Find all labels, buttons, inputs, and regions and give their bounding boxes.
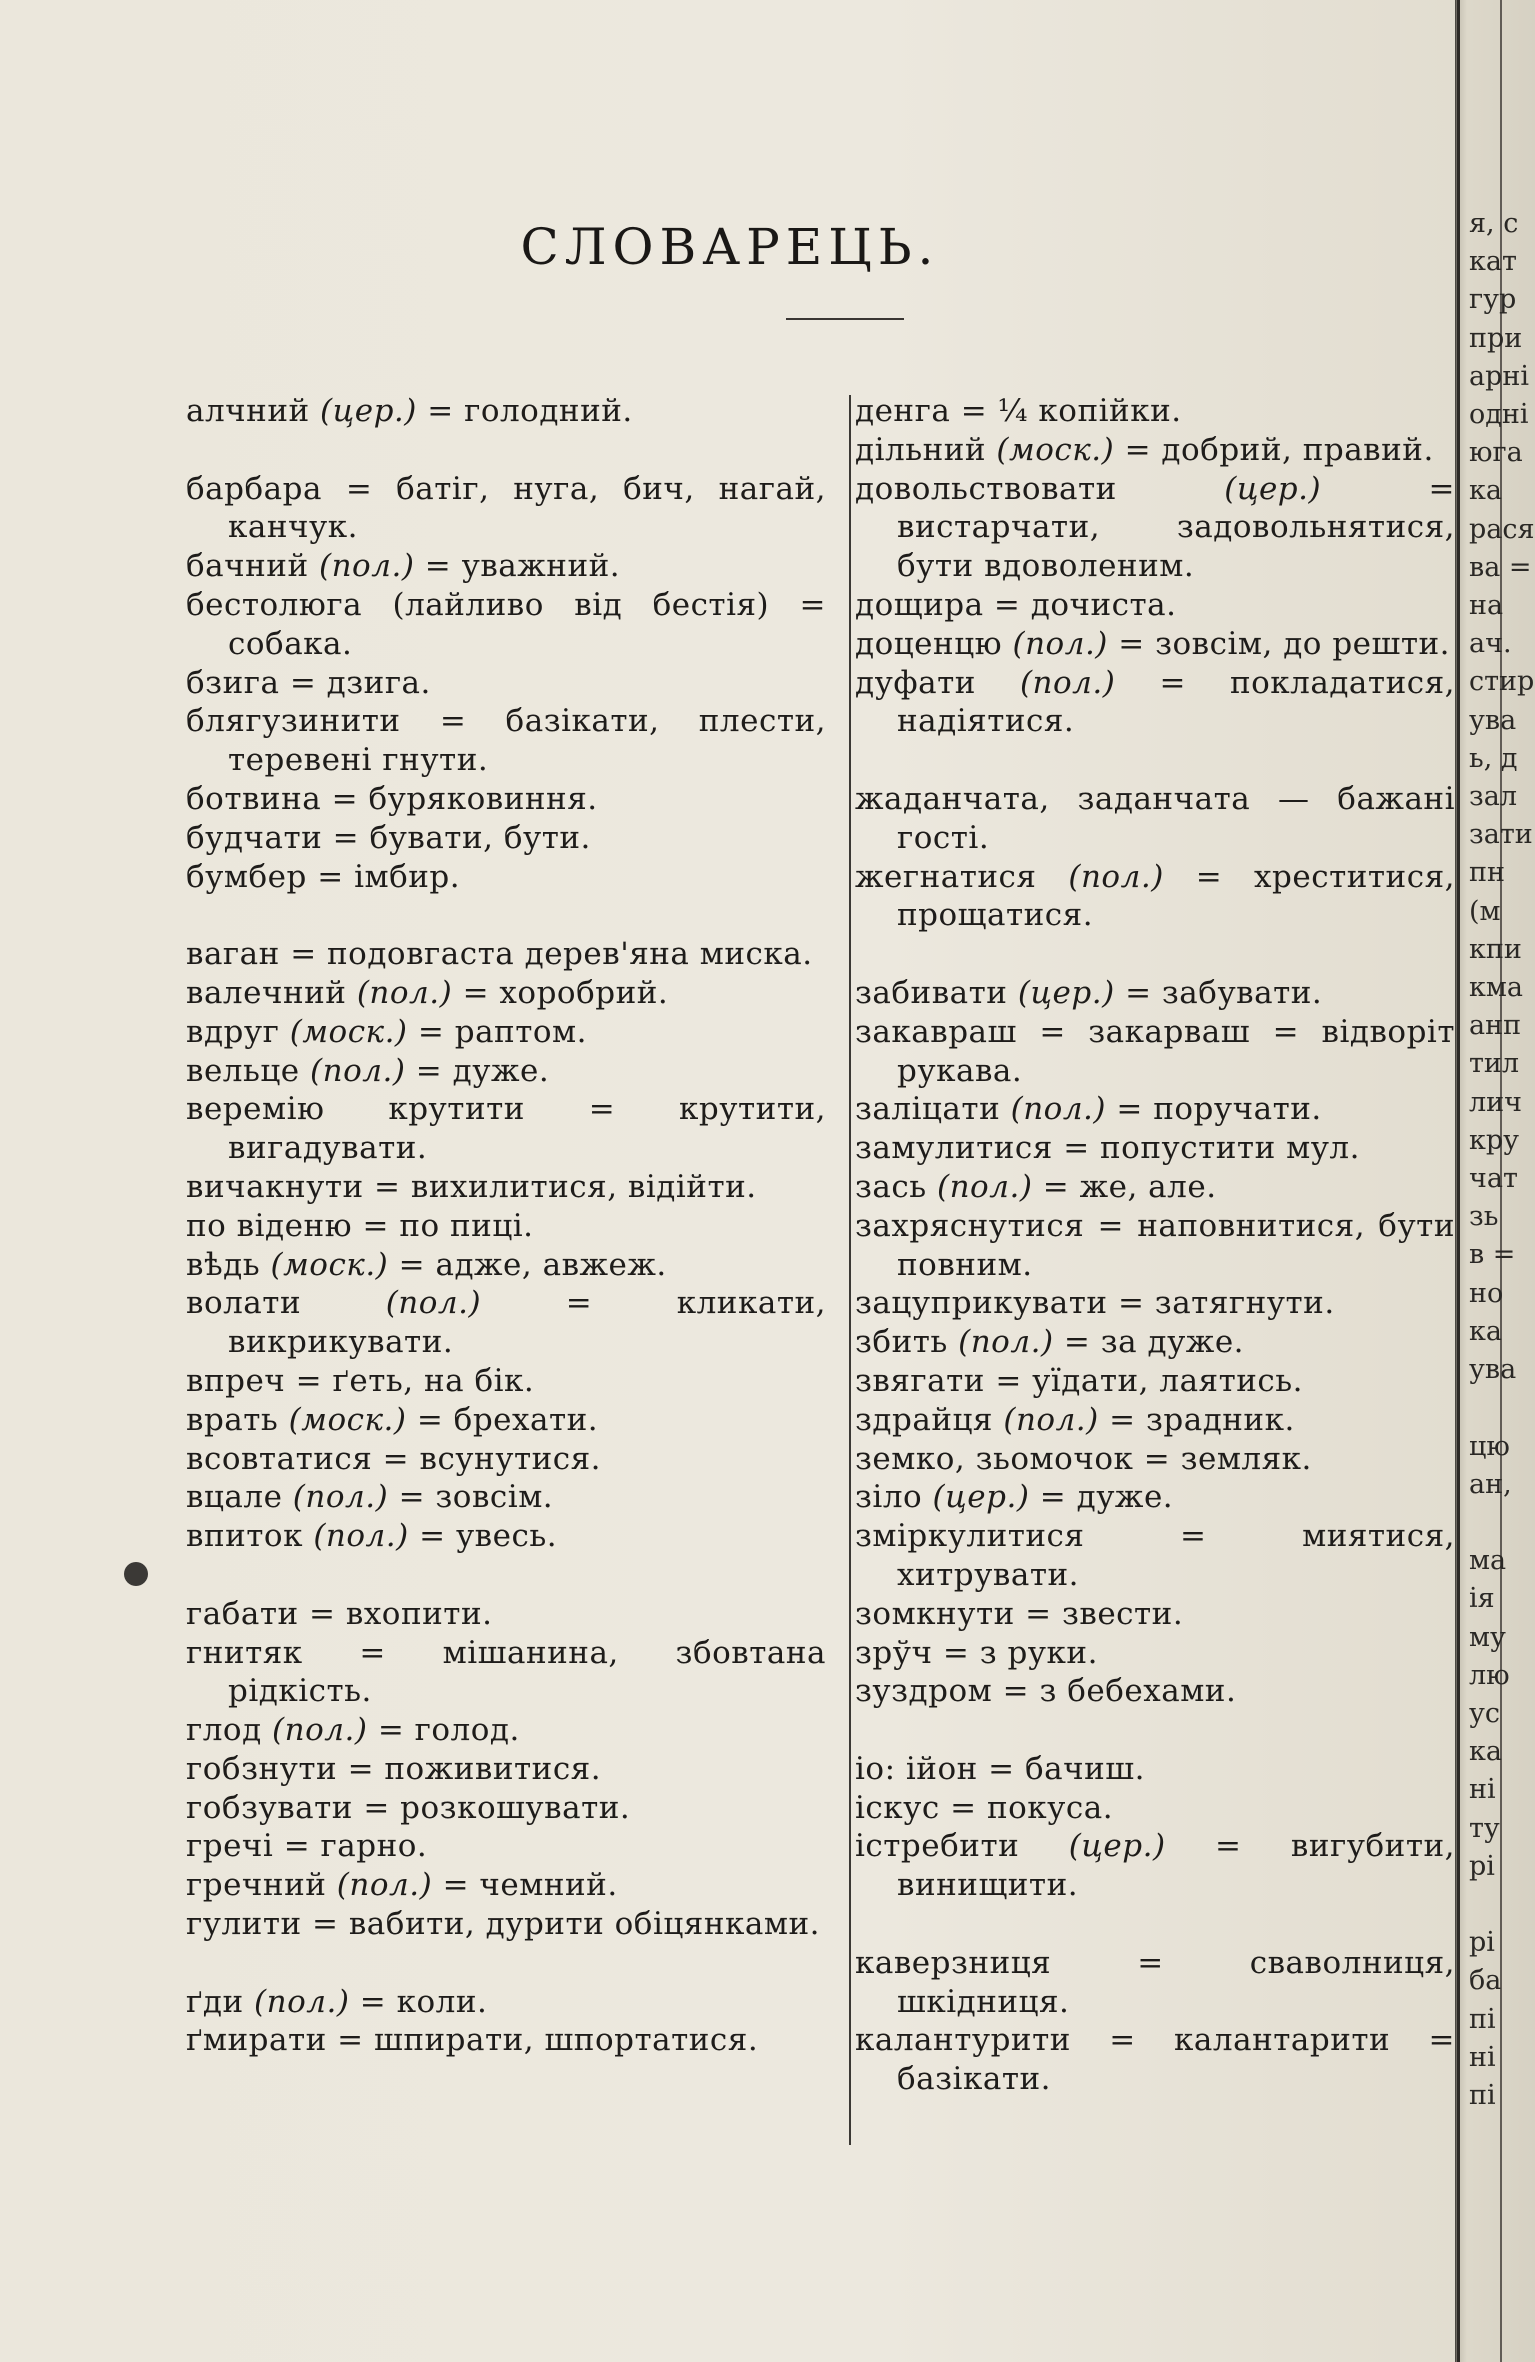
entry-abbreviation: (пол.) [254,1983,350,2020]
dictionary-entry [186,1750,826,1789]
entry-definition: = з бебехами. [1002,1673,1237,1710]
entry-word: блягузинити [186,703,401,740]
entry-definition: = голод. [377,1712,520,1749]
entry-word: іскус [855,1789,940,1826]
entry-definition: = закарваш = відворіт рукава. [897,1013,1455,1089]
dictionary-entry [186,1478,826,1517]
entry-definition: = за дуже. [1063,1324,1245,1361]
entry-definition: = з руки. [942,1634,1098,1671]
page-title: СЛОВАРЕЦЬ. [520,218,940,276]
dictionary-entry [855,470,1455,586]
adjacent-page-text: я, с кат гур при арні одні юга ка рася ва = на ач. стир ува ь, д зал зати пн (м кпи кма анп тил лич кру чат зь в = но ка ува цю ан, ма ія му лю ус ка ні ту рі рі ба пі ні пі [1469,208,1535,2111]
dictionary-entry [855,625,1455,664]
entry-word: бумбер [186,858,307,895]
entry-definition: = земляк. [1143,1440,1312,1477]
entry-word: бестолюга [186,586,363,623]
entry-abbreviation: (пол.) [310,1052,406,1089]
entry-definition: = хоробрий. [462,974,669,1011]
entry-word: вцале [186,1479,283,1516]
dictionary-entry [855,664,1455,742]
entry-definition: = же, але. [1042,1168,1217,1205]
dictionary-entry [186,1013,826,1052]
entry-definition: = наповнитися, бути повним. [897,1207,1455,1283]
entry-word: заліцати [855,1091,1001,1128]
entry-word: здрайця [855,1401,993,1438]
entry-definition: = дзига. [289,664,431,701]
entry-abbreviation: (пол.) [356,974,453,1011]
dictionary-entry [186,470,826,548]
entry-abbreviation: (моск.) [270,1246,389,1283]
entry-word: валечний [186,974,347,1011]
entry-word: дуфати [855,664,976,701]
entry-definition: = бувати, бути. [332,819,591,856]
title-rule [786,318,904,320]
entry-definition: = попустити мул. [1063,1130,1360,1167]
entry-definition: = дуже. [1039,1479,1174,1516]
dictionary-entry [855,1789,1455,1828]
entry-abbreviation: (пол.) [958,1324,1054,1361]
entry-word: ваган [186,936,280,973]
entry-definition: = коли. [359,1983,488,2020]
dictionary-entry [186,1827,826,1866]
entry-word: зась [855,1168,927,1205]
entry-definition: = звести. [1025,1595,1184,1632]
entry-word: ботвина [186,780,322,817]
dictionary-entry [855,431,1455,470]
entry-abbreviation: (пол.) [1019,664,1116,701]
entry-definition: = голодний. [427,393,633,429]
entry-definition: = затягнути. [1117,1285,1335,1322]
entry-word: земко, зьомочок [855,1440,1134,1477]
column-divider [849,395,851,2145]
entry-word: зіло [855,1479,923,1516]
entry-word: дільний [855,431,987,468]
entry-definition: = брехати. [416,1401,599,1438]
dictionary-entry [855,1284,1455,1323]
entry-definition: = всунутися. [382,1440,602,1477]
entry-abbreviation: (пол.) [313,1518,409,1555]
entry-definition: = вигубити, винищити. [897,1828,1455,1904]
entry-word: веремію крутити [186,1091,525,1128]
entry-word: забивати [855,974,1008,1011]
entry-definition: = калантарити = базікати. [897,2022,1455,2098]
entry-definition: = зовсім. [398,1479,554,1516]
dictionary-entry [186,1052,826,1091]
dictionary-entry [186,1905,826,1944]
dictionary-entry [855,1944,1455,2022]
dictionary-entry [186,2021,826,2060]
entry-word: гнитяк [186,1634,303,1671]
entry-word: жаданчата, заданчата [855,780,1251,817]
entry-abbreviation: (цер.) [320,393,417,429]
dictionary-entry [186,664,826,703]
entry-definition: = раптом. [417,1013,587,1050]
entry-word: будчати [186,819,323,856]
entry-definition: = мішанина, збовтана рідкість. [228,1634,826,1710]
entry-word: бзига [186,664,280,701]
entry-abbreviation: (моск.) [289,1013,408,1050]
entry-definition: = ¼ копійки. [960,393,1182,429]
entry-abbreviation: (цер.) [932,1479,1030,1516]
dictionary-entry [855,858,1455,936]
entry-abbreviation: (пол.) [1012,625,1108,662]
entry-word: жегнатися [855,858,1037,895]
entry-word: гобзувати [186,1789,353,1826]
dictionary-entry [186,1246,826,1285]
dictionary-entry [855,586,1455,625]
entry-definition: = увесь. [419,1518,558,1555]
dictionary-entry [186,586,826,664]
entry-gap [186,1944,826,1983]
entry-word: захряснутися [855,1207,1085,1244]
dictionary-entry [186,1711,826,1750]
entry-definition: = забувати. [1125,974,1323,1011]
entry-word: замулитися [855,1130,1053,1167]
binding-line [1457,0,1460,2362]
entry-abbreviation: (пол.) [272,1712,368,1749]
entry-definition: — бажані гості. [897,780,1455,856]
dictionary-entry [855,392,1455,431]
entry-definition: = базікати, плести, теревені гнути. [228,703,826,779]
entry-definition: = гарно. [283,1828,428,1865]
entry-word: по віденю [186,1207,353,1244]
entry-word: гречі [186,1828,274,1865]
entry-word: зацуприкувати [855,1285,1108,1322]
entry-word: волати [186,1285,302,1322]
entry-definition: = розкошувати. [363,1789,631,1826]
entry-word: зміркулитися [855,1518,1085,1555]
dictionary-entry [186,1362,826,1401]
entry-word: всовтатися [186,1440,373,1477]
entry-definition: = ґеть, на бік. [295,1362,535,1399]
entry-definition: = зрадник. [1109,1401,1295,1438]
entry-word: гречний [186,1867,327,1904]
entry-gap [855,1905,1455,1944]
entry-definition: = поживитися. [347,1750,602,1787]
entry-abbreviation: (пол.) [1010,1091,1107,1128]
entry-gap [186,896,826,935]
entry-definition: = кликати, викрикувати. [228,1285,826,1361]
dictionary-entry [186,780,826,819]
dictionary-entry [855,1401,1455,1440]
dictionary-entry [855,1013,1455,1091]
entry-definition: = сваволниця, шкідниця. [897,1944,1455,2020]
entry-word: доценцю [855,625,1003,662]
entry-definition: (лайливо від бестія) = собака. [228,586,826,662]
entry-definition: = миятися, хитрувати. [897,1518,1455,1593]
entry-definition: = батіг, нуга, бич, нагай, канчук. [228,470,826,546]
dictionary-entry [186,1090,826,1168]
dictionary-entry [855,1827,1455,1905]
entry-word: зрўч [855,1634,933,1671]
dictionary-entry [855,1207,1455,1285]
entry-word: довольствовати [855,470,1117,507]
dictionary-entry [186,1207,826,1246]
entry-word: алчний [186,393,310,429]
dictionary-entry [186,392,826,431]
entry-word: денга [855,393,951,429]
entry-definition: = дочиста. [993,586,1177,623]
entry-word: зомкнути [855,1595,1015,1632]
entry-abbreviation: (пол.) [937,1168,1033,1205]
dictionary-entry [186,1983,826,2022]
entry-definition: = вихилитися, відійти. [374,1168,757,1205]
dictionary-entry [186,974,826,1013]
entry-definition: = поручати. [1116,1091,1322,1128]
entry-word: зуздром [855,1673,993,1710]
entry-definition: = вистарчати, задовольнятися, бути вдоволеним. [897,470,1455,585]
dictionary-entry [186,1789,826,1828]
entry-word: вѣдь [186,1246,261,1283]
entry-word: впреч [186,1362,286,1399]
dictionary-entry [855,1129,1455,1168]
entry-word: збить [855,1324,948,1361]
left-column [186,392,826,2060]
dictionary-entry [855,1478,1455,1517]
dictionary-entry [855,1517,1455,1595]
entry-word: ґмирати [186,2022,327,2059]
entry-abbreviation: (моск.) [288,1401,407,1438]
adjacent-page-edge [1455,0,1535,2362]
entry-definition: = зовсім, до решти. [1118,625,1450,662]
dictionary-entry [186,1401,826,1440]
dictionary-entry [855,974,1455,1013]
entry-definition: = добрий, правий. [1124,431,1434,468]
dictionary-entry [855,1323,1455,1362]
dictionary-entry [186,819,826,858]
dictionary-entry [186,858,826,897]
entry-abbreviation: (пол.) [336,1867,433,1904]
entry-word: барбара [186,470,322,507]
entry-definition: = вабити, дурити обіцянками. [312,1906,821,1943]
entry-word: калантурити [855,2022,1071,2059]
entry-abbreviation: (цер.) [1068,1828,1166,1865]
entry-gap [855,741,1455,780]
entry-word: вдруг [186,1013,280,1050]
ink-blot [124,1562,148,1586]
dictionary-entry [855,1672,1455,1711]
dictionary-entry [855,2021,1455,2099]
entry-word: істребити [855,1828,1020,1865]
dictionary-entry [186,547,826,586]
dictionary-entry [186,702,826,780]
entry-definition: = буряковиння. [331,780,598,817]
entry-word: іо: ійон [855,1750,978,1787]
dictionary-entry [186,1634,826,1712]
dictionary-entry [186,935,826,974]
dictionary-entry [855,1750,1455,1789]
entry-definition: = уважний. [424,548,621,585]
entry-abbreviation: (цер.) [1017,974,1115,1011]
entry-definition: = крутити, вигадувати. [228,1091,826,1167]
entry-gap [855,1711,1455,1750]
entry-word: ґди [186,1983,244,2020]
entry-gap [855,935,1455,974]
entry-definition: = хреститися, прощатися. [897,858,1455,934]
entry-definition: = покуса. [950,1789,1114,1826]
entry-word: дощира [855,586,984,623]
entry-definition: = вхопити. [309,1595,493,1632]
entry-word: каверзниця [855,1944,1052,1981]
entry-word: вичакнути [186,1168,364,1205]
entry-definition: = бачиш. [988,1750,1145,1787]
entry-definition: = по пиці. [362,1207,534,1244]
entry-word: закавраш [855,1013,1017,1050]
dictionary-entry [855,1634,1455,1673]
entry-definition: = адже, авжеж. [398,1246,667,1283]
entry-definition: = імбир. [317,858,461,895]
entry-abbreviation: (пол.) [1003,1401,1099,1438]
dictionary-entry [186,1517,826,1556]
entry-word: бачний [186,548,309,585]
dictionary-entry [186,1284,826,1362]
entry-definition: = уїдати, лаятись. [995,1362,1304,1399]
entry-definition: = дуже. [415,1052,550,1089]
dictionary-entry [186,1595,826,1634]
entry-word: габати [186,1595,299,1632]
dictionary-entry [186,1440,826,1479]
dictionary-entry [186,1866,826,1905]
entry-definition: = покладатися, надіятися. [897,664,1455,740]
entry-abbreviation: (моск.) [996,431,1115,468]
entry-word: звягати [855,1362,985,1399]
right-column [855,392,1455,2099]
dictionary-entry [855,1168,1455,1207]
entry-definition: = шпирати, шпортатися. [337,2022,759,2059]
entry-gap [186,1556,826,1595]
dictionary-entry [855,1440,1455,1479]
entry-abbreviation: (цер.) [1224,470,1322,507]
dictionary-entry [855,1595,1455,1634]
dictionary-entry [855,1090,1455,1129]
entry-gap [186,431,826,470]
entry-abbreviation: (пол.) [292,1479,389,1516]
entry-word: вельце [186,1052,300,1089]
dictionary-entry [855,780,1455,858]
entry-word: впиток [186,1518,303,1555]
entry-word: гулити [186,1906,302,1943]
entry-word: врать [186,1401,279,1438]
dictionary-entry [855,1362,1455,1401]
entry-abbreviation: (пол.) [319,548,415,585]
entry-abbreviation: (пол.) [1068,858,1164,895]
entry-definition: = подовгаста дерев'яна миска. [290,936,813,973]
entry-word: глод [186,1712,262,1749]
entry-abbreviation: (пол.) [385,1285,482,1322]
entry-definition: = чемний. [442,1867,618,1904]
dictionary-entry [186,1168,826,1207]
entry-word: гобзнути [186,1750,338,1787]
